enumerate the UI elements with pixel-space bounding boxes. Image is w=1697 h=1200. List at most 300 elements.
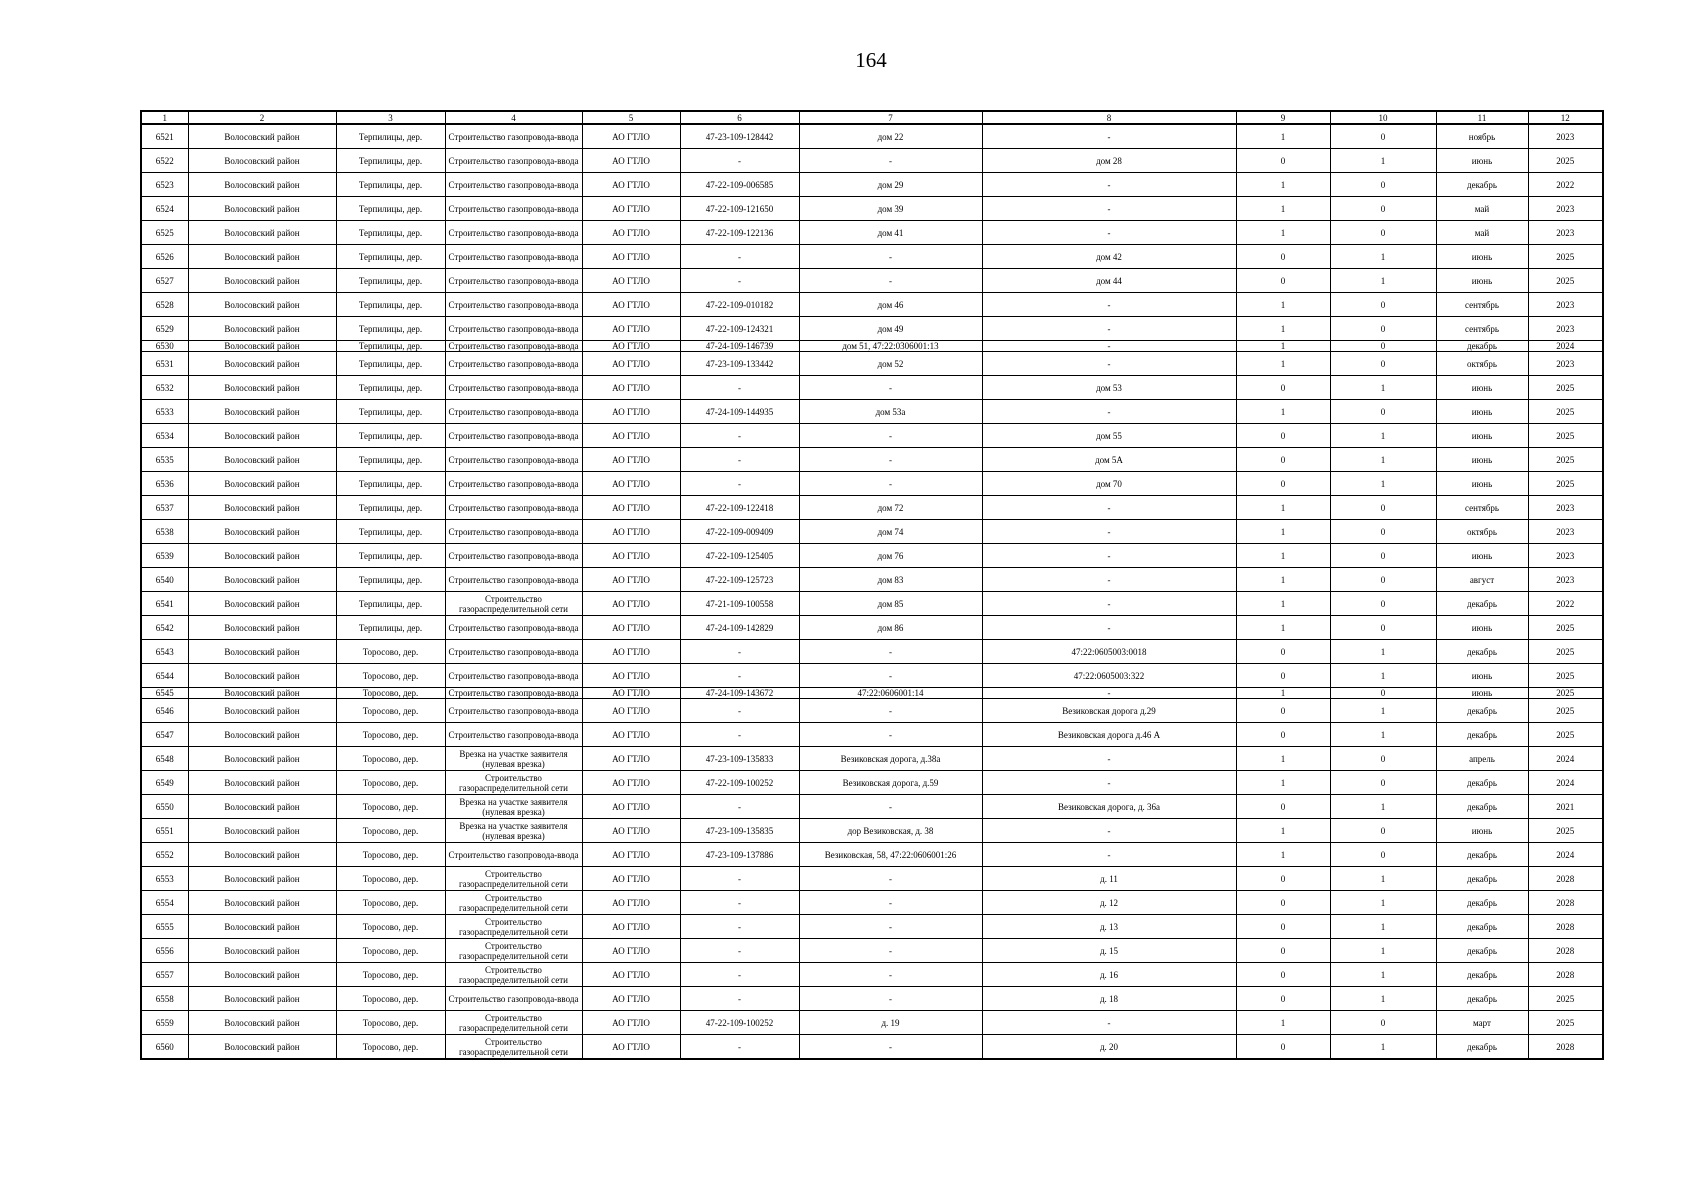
table-cell: Волосовский район: [188, 149, 336, 173]
table-cell: 0: [1330, 843, 1436, 867]
table-cell: декабрь: [1436, 987, 1528, 1011]
table-cell: Терпилицы, дер.: [336, 496, 445, 520]
table-cell: Строительство газопровода-ввода: [445, 197, 582, 221]
table-cell: АО ГТЛО: [582, 400, 680, 424]
column-header: 7: [799, 111, 982, 124]
table-cell: 2025: [1528, 269, 1603, 293]
table-cell: Волосовский район: [188, 963, 336, 987]
table-cell: 6558: [141, 987, 188, 1011]
table-cell: 6533: [141, 400, 188, 424]
table-cell: -: [982, 616, 1236, 640]
table-cell: 0: [1330, 341, 1436, 352]
table-row: [141, 245, 1603, 269]
table-cell: Волосовский район: [188, 664, 336, 688]
table-cell: июнь: [1436, 269, 1528, 293]
table-cell: Терпилицы, дер.: [336, 592, 445, 616]
table-cell: 6559: [141, 1011, 188, 1035]
table-cell: 47-22-109-006585: [680, 173, 799, 197]
table-cell: Строительство газопровода-ввода: [445, 688, 582, 699]
table-cell: 2024: [1528, 771, 1603, 795]
table-cell: 47-23-109-135833: [680, 747, 799, 771]
table-cell: Волосовский район: [188, 245, 336, 269]
table-cell: 1: [1236, 317, 1330, 341]
header-row: [141, 111, 1603, 124]
table-cell: Строительство газораспределительной сети: [445, 771, 582, 795]
table-cell: декабрь: [1436, 963, 1528, 987]
table-cell: май: [1436, 197, 1528, 221]
table-cell: АО ГТЛО: [582, 173, 680, 197]
table-cell: д. 16: [982, 963, 1236, 987]
table-cell: АО ГТЛО: [582, 568, 680, 592]
table-cell: -: [982, 520, 1236, 544]
table-cell: д. 13: [982, 915, 1236, 939]
table-cell: -: [680, 891, 799, 915]
table-cell: 1: [1330, 269, 1436, 293]
table-cell: декабрь: [1436, 891, 1528, 915]
table-cell: 1: [1330, 963, 1436, 987]
table-cell: Строительство газопровода-ввода: [445, 568, 582, 592]
table-cell: июнь: [1436, 472, 1528, 496]
table-cell: 1: [1236, 400, 1330, 424]
table-cell: Волосовский район: [188, 987, 336, 1011]
table-cell: дом 5А: [982, 448, 1236, 472]
table-row: [141, 1035, 1603, 1060]
table-cell: декабрь: [1436, 915, 1528, 939]
table-cell: 1: [1236, 616, 1330, 640]
table-row: [141, 544, 1603, 568]
table-cell: 2024: [1528, 747, 1603, 771]
table-cell: -: [680, 664, 799, 688]
table-cell: Волосовский район: [188, 891, 336, 915]
table-cell: 1: [1330, 723, 1436, 747]
table-cell: Волосовский район: [188, 317, 336, 341]
table-cell: -: [680, 963, 799, 987]
table-row: [141, 688, 1603, 699]
table-cell: АО ГТЛО: [582, 197, 680, 221]
table-cell: -: [799, 640, 982, 664]
table-cell: 0: [1236, 1035, 1330, 1060]
table-cell: 2024: [1528, 843, 1603, 867]
table-cell: -: [799, 987, 982, 1011]
table-cell: 0: [1236, 723, 1330, 747]
table-cell: Везиковская дорога д.46 А: [982, 723, 1236, 747]
table-cell: -: [982, 688, 1236, 699]
table-cell: 0: [1236, 939, 1330, 963]
table-cell: 0: [1236, 963, 1330, 987]
table-cell: июнь: [1436, 245, 1528, 269]
table-cell: -: [680, 795, 799, 819]
table-cell: АО ГТЛО: [582, 496, 680, 520]
table-cell: АО ГТЛО: [582, 221, 680, 245]
table-cell: 2025: [1528, 149, 1603, 173]
table-cell: декабрь: [1436, 771, 1528, 795]
table-cell: 1: [1330, 424, 1436, 448]
table-cell: 0: [1330, 293, 1436, 317]
table-cell: -: [680, 867, 799, 891]
table-cell: 2028: [1528, 867, 1603, 891]
table-cell: Волосовский район: [188, 520, 336, 544]
table-cell: 1: [1236, 688, 1330, 699]
table-cell: апрель: [1436, 747, 1528, 771]
table-cell: АО ГТЛО: [582, 245, 680, 269]
table-cell: 1: [1236, 496, 1330, 520]
table-cell: АО ГТЛО: [582, 592, 680, 616]
table-cell: -: [680, 269, 799, 293]
table-row: [141, 317, 1603, 341]
table-cell: июнь: [1436, 819, 1528, 843]
table-cell: Врезка на участке заявителя (нулевая врезка): [445, 819, 582, 843]
table-cell: 47:22:0605003:0018: [982, 640, 1236, 664]
table-cell: дор Везиковская, д. 38: [799, 819, 982, 843]
table-cell: д. 18: [982, 987, 1236, 1011]
table-cell: 1: [1330, 376, 1436, 400]
table-cell: Строительство газопровода-ввода: [445, 400, 582, 424]
table-cell: дом 22: [799, 124, 982, 149]
table-cell: 2028: [1528, 891, 1603, 915]
table-cell: АО ГТЛО: [582, 317, 680, 341]
table-row: [141, 699, 1603, 723]
table-cell: Торосово, дер.: [336, 771, 445, 795]
table-cell: 47-23-109-133442: [680, 352, 799, 376]
table-cell: АО ГТЛО: [582, 424, 680, 448]
column-header: 11: [1436, 111, 1528, 124]
table-cell: Волосовский район: [188, 124, 336, 149]
table-cell: АО ГТЛО: [582, 963, 680, 987]
table-cell: -: [799, 269, 982, 293]
table-cell: Волосовский район: [188, 771, 336, 795]
table-cell: 0: [1236, 448, 1330, 472]
table-cell: 1: [1236, 747, 1330, 771]
table-cell: Строительство газопровода-ввода: [445, 221, 582, 245]
table-cell: 0: [1236, 245, 1330, 269]
table-cell: АО ГТЛО: [582, 472, 680, 496]
table-cell: Волосовский район: [188, 939, 336, 963]
table-cell: дом 53а: [799, 400, 982, 424]
table-cell: Волосовский район: [188, 723, 336, 747]
table-row: [141, 352, 1603, 376]
table-cell: Врезка на участке заявителя (нулевая врезка): [445, 795, 582, 819]
table-cell: 47-23-109-135835: [680, 819, 799, 843]
table-row: [141, 819, 1603, 843]
table-cell: Торосово, дер.: [336, 819, 445, 843]
table-cell: декабрь: [1436, 173, 1528, 197]
table-cell: 0: [1330, 400, 1436, 424]
table-cell: июнь: [1436, 688, 1528, 699]
table-cell: 1: [1236, 124, 1330, 149]
table-cell: 1: [1330, 795, 1436, 819]
table-cell: дом 28: [982, 149, 1236, 173]
table-cell: -: [680, 424, 799, 448]
table-cell: Волосовский район: [188, 688, 336, 699]
table-row: [141, 795, 1603, 819]
table-cell: -: [982, 747, 1236, 771]
table-cell: декабрь: [1436, 592, 1528, 616]
table-cell: 1: [1330, 448, 1436, 472]
table-cell: 6538: [141, 520, 188, 544]
table-cell: Строительство газопровода-ввода: [445, 352, 582, 376]
table-cell: -: [799, 891, 982, 915]
table-cell: Терпилицы, дер.: [336, 149, 445, 173]
table-cell: -: [982, 173, 1236, 197]
table-cell: Везиковская, 58, 47:22:0606001:26: [799, 843, 982, 867]
table-cell: 2025: [1528, 699, 1603, 723]
table-cell: Строительство газопровода-ввода: [445, 723, 582, 747]
table-cell: Волосовский район: [188, 352, 336, 376]
table-cell: Строительство газопровода-ввода: [445, 293, 582, 317]
table-cell: 2025: [1528, 424, 1603, 448]
table-row: [141, 448, 1603, 472]
table-cell: 1: [1236, 568, 1330, 592]
table-cell: 1: [1236, 173, 1330, 197]
table-cell: май: [1436, 221, 1528, 245]
column-header: 8: [982, 111, 1236, 124]
table-cell: д. 11: [982, 867, 1236, 891]
table-cell: 6534: [141, 424, 188, 448]
table-cell: 2023: [1528, 496, 1603, 520]
table-cell: 6544: [141, 664, 188, 688]
table-cell: 0: [1236, 376, 1330, 400]
table-cell: -: [982, 352, 1236, 376]
table-cell: АО ГТЛО: [582, 1011, 680, 1035]
table-cell: 0: [1236, 867, 1330, 891]
table-row: [141, 341, 1603, 352]
table-cell: 1: [1236, 771, 1330, 795]
table-cell: Строительство газопровода-ввода: [445, 376, 582, 400]
table-cell: дом 44: [982, 269, 1236, 293]
table-cell: 6539: [141, 544, 188, 568]
table-cell: -: [982, 221, 1236, 245]
table-cell: Торосово, дер.: [336, 664, 445, 688]
table-cell: Строительство газораспределительной сети: [445, 592, 582, 616]
table-cell: Волосовский район: [188, 424, 336, 448]
table-cell: -: [680, 699, 799, 723]
table-cell: 1: [1236, 819, 1330, 843]
table-cell: Строительство газораспределительной сети: [445, 867, 582, 891]
table-cell: д. 15: [982, 939, 1236, 963]
table-row: [141, 1011, 1603, 1035]
table-cell: Терпилицы, дер.: [336, 472, 445, 496]
table-cell: 2025: [1528, 640, 1603, 664]
data-table: [140, 110, 1604, 1060]
table-cell: декабрь: [1436, 843, 1528, 867]
table-cell: 6527: [141, 269, 188, 293]
table-cell: дом 51, 47:22:0306001:13: [799, 341, 982, 352]
table-cell: дом 53: [982, 376, 1236, 400]
table-cell: 1: [1330, 1035, 1436, 1060]
table-cell: дом 52: [799, 352, 982, 376]
table-cell: 6525: [141, 221, 188, 245]
table-cell: декабрь: [1436, 341, 1528, 352]
table-cell: декабрь: [1436, 867, 1528, 891]
table-cell: 2022: [1528, 592, 1603, 616]
table-cell: 47-22-109-121650: [680, 197, 799, 221]
table-cell: Волосовский район: [188, 568, 336, 592]
table-cell: АО ГТЛО: [582, 520, 680, 544]
table-body: [141, 124, 1603, 1059]
table-cell: 2025: [1528, 1011, 1603, 1035]
table-cell: 2028: [1528, 1035, 1603, 1060]
table-cell: д. 20: [982, 1035, 1236, 1060]
table-cell: 47-21-109-100558: [680, 592, 799, 616]
table-cell: 1: [1330, 640, 1436, 664]
table-cell: июнь: [1436, 616, 1528, 640]
table-cell: Терпилицы, дер.: [336, 376, 445, 400]
table-cell: 1: [1236, 592, 1330, 616]
table-cell: дом 46: [799, 293, 982, 317]
table-cell: -: [982, 819, 1236, 843]
table-cell: 6557: [141, 963, 188, 987]
table-cell: 0: [1330, 1011, 1436, 1035]
table-cell: 6521: [141, 124, 188, 149]
table-cell: дом 42: [982, 245, 1236, 269]
table-cell: 1: [1236, 197, 1330, 221]
table-cell: Волосовский район: [188, 915, 336, 939]
table-cell: Врезка на участке заявителя (нулевая врезка): [445, 747, 582, 771]
column-header: 5: [582, 111, 680, 124]
table-cell: июнь: [1436, 424, 1528, 448]
table-cell: 1: [1330, 472, 1436, 496]
table-cell: Везиковская дорога, д. 36а: [982, 795, 1236, 819]
table-cell: Строительство газопровода-ввода: [445, 245, 582, 269]
table-cell: 6535: [141, 448, 188, 472]
table-cell: Торосово, дер.: [336, 688, 445, 699]
table-cell: АО ГТЛО: [582, 891, 680, 915]
table-cell: Строительство газопровода-ввода: [445, 424, 582, 448]
table-cell: 47-22-109-125405: [680, 544, 799, 568]
table-cell: 0: [1330, 124, 1436, 149]
table-cell: АО ГТЛО: [582, 795, 680, 819]
table-cell: 2025: [1528, 819, 1603, 843]
table-cell: дом 85: [799, 592, 982, 616]
table-cell: 0: [1330, 197, 1436, 221]
table-cell: -: [982, 771, 1236, 795]
table-cell: АО ГТЛО: [582, 352, 680, 376]
table-row: [141, 197, 1603, 221]
column-header: 4: [445, 111, 582, 124]
table-cell: Терпилицы, дер.: [336, 173, 445, 197]
table-cell: д. 19: [799, 1011, 982, 1035]
table-cell: 1: [1330, 891, 1436, 915]
table-cell: -: [680, 245, 799, 269]
table-row: [141, 568, 1603, 592]
table-cell: Волосовский район: [188, 640, 336, 664]
table-cell: 0: [1330, 747, 1436, 771]
table-cell: -: [680, 448, 799, 472]
table-cell: 0: [1236, 269, 1330, 293]
table-cell: 0: [1330, 771, 1436, 795]
table-cell: 0: [1236, 915, 1330, 939]
table-cell: Волосовский район: [188, 221, 336, 245]
column-header: 10: [1330, 111, 1436, 124]
table-cell: Торосово, дер.: [336, 843, 445, 867]
table-cell: -: [982, 496, 1236, 520]
table-cell: Терпилицы, дер.: [336, 197, 445, 221]
table-cell: 6528: [141, 293, 188, 317]
table-cell: -: [680, 472, 799, 496]
table-cell: 6551: [141, 819, 188, 843]
table-cell: 1: [1330, 149, 1436, 173]
table-cell: декабрь: [1436, 939, 1528, 963]
table-cell: Строительство газораспределительной сети: [445, 963, 582, 987]
table-cell: 47-22-109-100252: [680, 1011, 799, 1035]
table-cell: Терпилицы, дер.: [336, 317, 445, 341]
table-cell: 2028: [1528, 939, 1603, 963]
table-cell: Строительство газопровода-ввода: [445, 124, 582, 149]
table-cell: д. 12: [982, 891, 1236, 915]
table-cell: Торосово, дер.: [336, 987, 445, 1011]
table-cell: -: [799, 1035, 982, 1060]
table-cell: АО ГТЛО: [582, 867, 680, 891]
table-cell: АО ГТЛО: [582, 747, 680, 771]
table-cell: 2021: [1528, 795, 1603, 819]
table-cell: 0: [1330, 496, 1436, 520]
table-cell: 1: [1236, 341, 1330, 352]
table-cell: Волосовский район: [188, 843, 336, 867]
table-cell: 0: [1236, 640, 1330, 664]
table-cell: -: [680, 987, 799, 1011]
table-cell: АО ГТЛО: [582, 915, 680, 939]
table-cell: Терпилицы, дер.: [336, 400, 445, 424]
table-cell: 47-22-109-125723: [680, 568, 799, 592]
page-number: 164: [855, 48, 887, 72]
table-row: [141, 640, 1603, 664]
table-cell: 2025: [1528, 245, 1603, 269]
table-cell: -: [799, 867, 982, 891]
table-cell: 6523: [141, 173, 188, 197]
table-cell: АО ГТЛО: [582, 341, 680, 352]
table-cell: 2023: [1528, 317, 1603, 341]
table-cell: Волосовский район: [188, 173, 336, 197]
table-cell: 6529: [141, 317, 188, 341]
table-cell: 0: [1330, 544, 1436, 568]
table-cell: -: [680, 640, 799, 664]
table-cell: июнь: [1436, 664, 1528, 688]
table-cell: Волосовский район: [188, 472, 336, 496]
table-row: [141, 124, 1603, 149]
table-cell: 6556: [141, 939, 188, 963]
table-cell: дом 70: [982, 472, 1236, 496]
table-row: [141, 376, 1603, 400]
table-cell: АО ГТЛО: [582, 699, 680, 723]
table-cell: Волосовский район: [188, 747, 336, 771]
table-row: [141, 891, 1603, 915]
table-cell: -: [680, 915, 799, 939]
table-cell: АО ГТЛО: [582, 771, 680, 795]
table-cell: 0: [1236, 699, 1330, 723]
table-cell: декабрь: [1436, 640, 1528, 664]
table-cell: 0: [1236, 664, 1330, 688]
table-cell: -: [680, 939, 799, 963]
table-cell: -: [982, 341, 1236, 352]
table-cell: АО ГТЛО: [582, 376, 680, 400]
table-cell: -: [680, 149, 799, 173]
table-cell: 0: [1330, 819, 1436, 843]
table-cell: -: [799, 448, 982, 472]
table-row: [141, 472, 1603, 496]
table-cell: 2023: [1528, 352, 1603, 376]
table-cell: 1: [1236, 1011, 1330, 1035]
table-cell: 0: [1330, 688, 1436, 699]
table-cell: -: [799, 723, 982, 747]
table-cell: АО ГТЛО: [582, 293, 680, 317]
table-row: [141, 963, 1603, 987]
table-cell: -: [799, 939, 982, 963]
table-cell: Везиковская дорога, д.59: [799, 771, 982, 795]
table-cell: -: [799, 699, 982, 723]
table-cell: 1: [1330, 664, 1436, 688]
table-cell: АО ГТЛО: [582, 1035, 680, 1060]
table-cell: -: [982, 317, 1236, 341]
